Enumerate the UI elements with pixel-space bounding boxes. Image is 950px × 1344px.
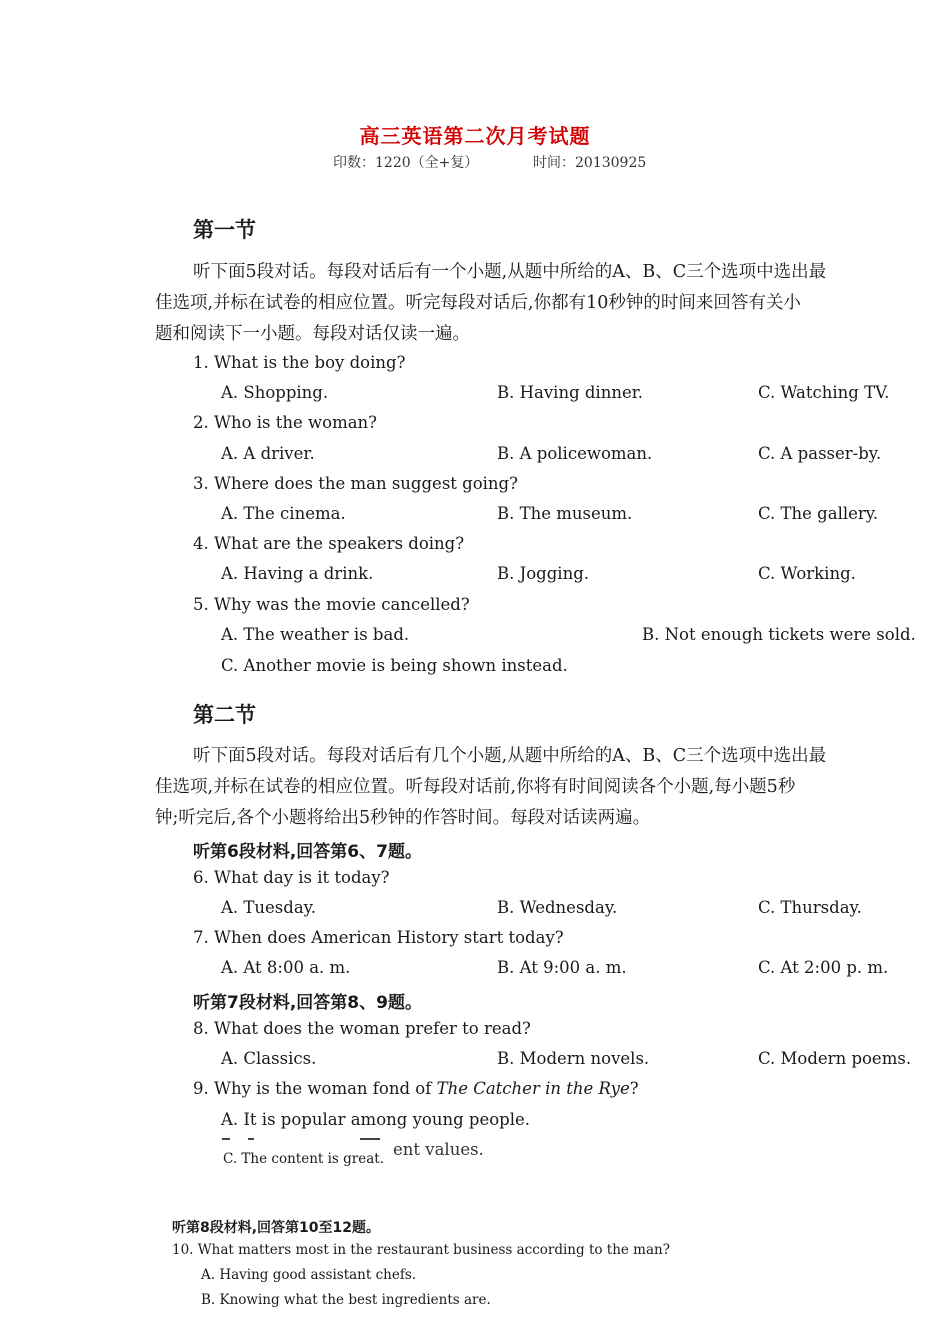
exam-date: 时间：20130925 (533, 155, 647, 171)
option-3a: A. The cinema. (221, 504, 346, 523)
question-7: 7. When does American History start today? (193, 928, 564, 947)
option-9a: A. It is popular among young people. (221, 1110, 530, 1129)
instruction-line: 听下面5段对话。每段对话后有一个小题,从题中所给的A、B、C三个选项中选出最 (193, 262, 827, 282)
option-5b: B. Not enough tickets were sold. (642, 625, 916, 644)
question-10: 10. What matters most in the restaurant business according to the man? (172, 1242, 670, 1258)
question-9 (193, 1079, 639, 1098)
part-6-label: 听第6段材料,回答第6、7题。 (193, 842, 422, 862)
question-9-suffix: ? (629, 1079, 639, 1098)
option-6b: B. Wednesday. (497, 898, 618, 917)
part-8-label: 听第8段材料,回答第10至12题。 (172, 1220, 381, 1236)
option-6c: C. Thursday. (758, 898, 862, 917)
option-5c: C. Another movie is being shown instead. (221, 656, 568, 675)
section2-instructions (155, 741, 915, 834)
section1-instructions (155, 257, 915, 350)
option-6a: A. Tuesday. (221, 898, 317, 917)
question-5: 5. Why was the movie cancelled? (193, 595, 470, 614)
instruction-line: 佳选项,并标在试卷的相应位置。听每段对话前,你将有时间阅读各个小题,每小题5秒 (155, 777, 796, 797)
question-9-prefix: 9. Why is the woman fond of (193, 1079, 437, 1098)
option-8b: B. Modern novels. (497, 1049, 650, 1068)
option-4c: C. Working. (758, 564, 856, 583)
option-7b: B. At 9:00 a. m. (497, 958, 627, 977)
section2-heading: 第二节 (193, 703, 256, 727)
option-4a: A. Having a drink. (221, 564, 374, 583)
option-10a: A. Having good assistant chefs. (201, 1267, 417, 1283)
option-2b: B. A policewoman. (497, 444, 653, 463)
option-8a: A. Classics. (221, 1049, 317, 1068)
part-7-label: 听第7段材料,回答第8、9题。 (193, 993, 422, 1013)
scan-artifact (222, 1138, 230, 1140)
option-3b: B. The museum. (497, 504, 633, 523)
question-6: 6. What day is it today? (193, 868, 390, 887)
option-8c: C. Modern poems. (758, 1049, 912, 1068)
option-9c: C. The content is great. (223, 1151, 385, 1167)
scan-artifact (248, 1138, 254, 1140)
option-5a: A. The weather is bad. (221, 625, 410, 644)
option-4b: B. Jogging. (497, 564, 589, 583)
page-title: 高三英语第二次月考试题 (359, 124, 591, 148)
question-8: 8. What does the woman prefer to read? (193, 1019, 531, 1038)
option-1b: B. Having dinner. (497, 383, 644, 402)
option-9b-fragment: ent values. (393, 1140, 484, 1159)
instruction-line: 佳选项,并标在试卷的相应位置。听完每段对话后,你都有10秒钟的时间来回答有关小 (155, 293, 801, 313)
instruction-line: 听下面5段对话。每段对话后有几个小题,从题中所给的A、B、C三个选项中选出最 (193, 746, 827, 766)
instruction-line: 题和阅读下一小题。每段对话仅读一遍。 (155, 324, 470, 344)
option-1a: A. Shopping. (221, 383, 329, 402)
section1-heading: 第一节 (193, 218, 256, 242)
option-10b: B. Knowing what the best ingredients are. (201, 1292, 491, 1308)
book-title: The Catcher in the Rye (436, 1079, 630, 1098)
option-2a: A. A driver. (221, 444, 315, 463)
question-3: 3. Where does the man suggest going? (193, 474, 518, 493)
instruction-line: 钟;听完后,各个小题将给出5秒钟的作答时间。每段对话读两遍。 (155, 808, 651, 828)
option-7c: C. At 2:00 p. m. (758, 958, 889, 977)
print-count: 印数：1220（全+复） (333, 155, 479, 171)
option-2c: C. A passer-by. (758, 444, 882, 463)
option-1c: C. Watching TV. (758, 383, 890, 402)
question-4: 4. What are the speakers doing? (193, 534, 465, 553)
question-2: 2. Who is the woman? (193, 413, 378, 432)
option-3c: C. The gallery. (758, 504, 879, 523)
option-7a: A. At 8:00 a. m. (221, 958, 351, 977)
scan-artifact (360, 1138, 380, 1140)
question-1: 1. What is the boy doing? (193, 353, 406, 372)
